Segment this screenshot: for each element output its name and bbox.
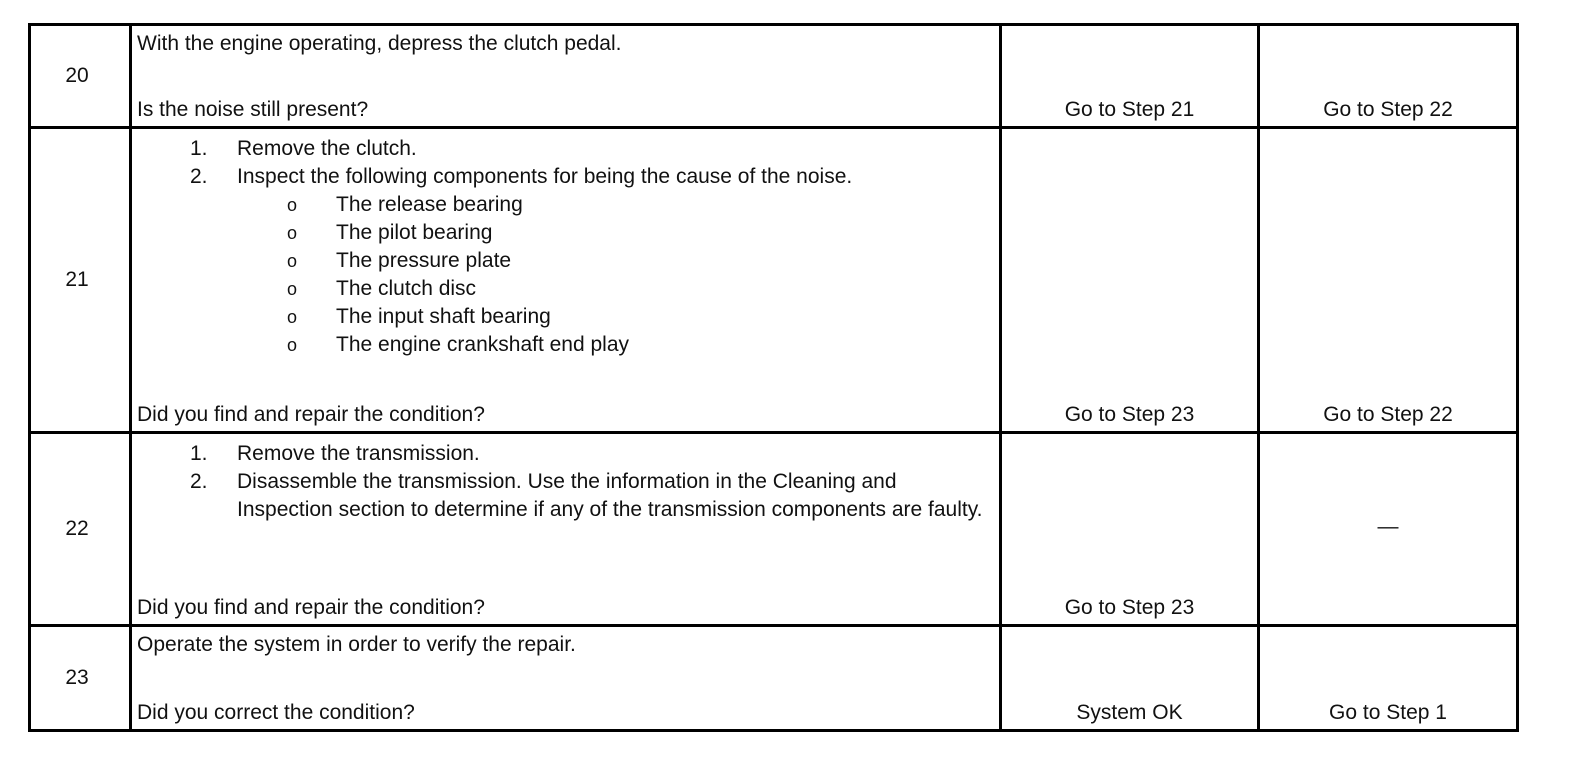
list-number: 1. xyxy=(190,442,208,465)
sub-item-text: The input shaft bearing xyxy=(336,305,551,328)
no-result: Go to Step 22 xyxy=(1323,98,1453,121)
bullet: o xyxy=(287,335,298,355)
bullet: o xyxy=(287,223,298,243)
list-item xyxy=(132,135,997,163)
bullet: o xyxy=(287,195,298,215)
procedure-list xyxy=(132,440,997,524)
list-item-text: Remove the transmission. xyxy=(237,442,480,465)
action-text: Operate the system in order to verify the repair. xyxy=(137,633,576,656)
sub-list-item xyxy=(132,191,997,219)
no-result: Go to Step 22 xyxy=(1323,403,1453,426)
sub-list-item xyxy=(132,303,997,331)
component-list xyxy=(237,191,997,359)
diagnostic-steps-table xyxy=(28,23,1519,732)
action-cell xyxy=(131,433,1001,626)
question-text: Did you find and repair the condition? xyxy=(137,596,485,619)
bullet: o xyxy=(287,279,298,299)
sub-item-text: The pilot bearing xyxy=(336,221,493,244)
sub-list-item xyxy=(132,331,997,359)
list-item xyxy=(132,440,997,468)
yes-result: System OK xyxy=(1076,701,1183,724)
action-cell xyxy=(131,128,1001,433)
no-cell xyxy=(1259,25,1518,128)
sub-item-text: The engine crankshaft end play xyxy=(336,333,630,356)
no-result: — xyxy=(1377,515,1399,538)
list-item-text: Disassemble the transmission. Use the information in the Cleaning and Inspection section to determine if any of the transmission components are faulty. xyxy=(237,470,983,521)
yes-result: Go to Step 21 xyxy=(1064,98,1195,121)
sub-item-text: The pressure plate xyxy=(336,249,512,272)
table-row xyxy=(30,25,1518,128)
step-number-cell xyxy=(30,128,131,433)
table-row xyxy=(30,626,1518,731)
action-text: With the engine operating, depress the clutch pedal. xyxy=(137,32,622,55)
table-row xyxy=(30,433,1518,626)
yes-cell xyxy=(1001,433,1259,626)
yes-result: Go to Step 23 xyxy=(1064,403,1195,426)
no-cell xyxy=(1259,433,1518,626)
sub-list-item xyxy=(132,247,997,275)
no-cell xyxy=(1259,626,1518,731)
sub-item-text: The clutch disc xyxy=(336,277,477,300)
procedure-list xyxy=(132,135,997,359)
list-number: 2. xyxy=(190,470,208,493)
bullet: o xyxy=(287,307,298,327)
step-number: 20 xyxy=(65,64,89,87)
question-text: Did you find and repair the condition? xyxy=(137,403,485,426)
bullet: o xyxy=(287,251,298,271)
action-cell xyxy=(131,626,1001,731)
no-result: Go to Step 1 xyxy=(1329,701,1447,724)
action-cell xyxy=(131,25,1001,128)
step-number: 22 xyxy=(65,517,89,540)
step-number-cell xyxy=(30,25,131,128)
table-row xyxy=(30,128,1518,433)
question-text: Did you correct the condition? xyxy=(137,701,415,724)
yes-cell xyxy=(1001,25,1259,128)
no-cell xyxy=(1259,128,1518,433)
list-number: 1. xyxy=(190,137,208,160)
list-item xyxy=(132,468,997,524)
yes-cell xyxy=(1001,128,1259,433)
step-number: 23 xyxy=(65,666,89,689)
question-text: Is the noise still present? xyxy=(137,98,369,121)
step-number-cell xyxy=(30,433,131,626)
yes-cell xyxy=(1001,626,1259,731)
sub-list-item xyxy=(132,275,997,303)
step-number: 21 xyxy=(65,268,89,291)
sub-item-text: The release bearing xyxy=(336,193,523,216)
sub-list-item xyxy=(132,219,997,247)
list-item-text: Remove the clutch. xyxy=(237,137,417,160)
list-number: 2. xyxy=(190,165,208,188)
step-number-cell xyxy=(30,626,131,731)
list-item xyxy=(132,163,997,359)
list-item-text: Inspect the following components for being the cause of the noise. xyxy=(237,165,853,188)
yes-result: Go to Step 23 xyxy=(1064,596,1195,619)
